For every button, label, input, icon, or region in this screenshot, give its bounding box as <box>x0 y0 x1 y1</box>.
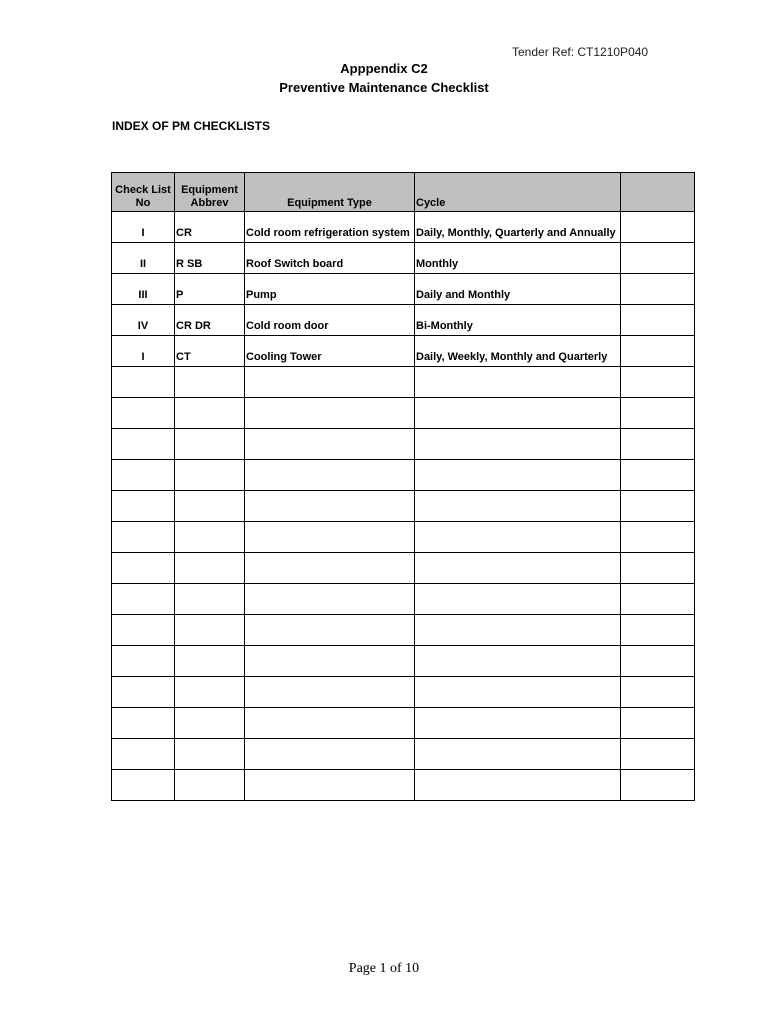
cell-extra <box>621 336 695 367</box>
table-row <box>112 677 695 708</box>
cell-cycle: Daily, Weekly, Monthly and Quarterly <box>415 336 621 367</box>
cell-cycle: Daily, Monthly, Quarterly and Annually <box>415 212 621 243</box>
cell-checklist-no: IV <box>112 305 175 336</box>
cell-equipment-abbrev <box>175 615 245 646</box>
cell-checklist-no <box>112 584 175 615</box>
header-checklist-no <box>112 173 175 212</box>
table-row <box>112 305 695 336</box>
header-equipment-abbrev <box>175 173 245 212</box>
cell-cycle: Monthly <box>415 243 621 274</box>
cell-cycle <box>415 708 621 739</box>
cell-equipment-type: Pump <box>245 274 415 305</box>
tender-reference: Tender Ref: CT1210P040 <box>512 45 649 59</box>
cell-cycle <box>415 491 621 522</box>
table-row <box>112 398 695 429</box>
cell-extra <box>621 491 695 522</box>
cell-extra <box>621 708 695 739</box>
table-row <box>112 274 695 305</box>
cell-cycle <box>415 522 621 553</box>
table-row <box>112 739 695 770</box>
cell-extra <box>621 367 695 398</box>
table-row <box>112 336 695 367</box>
cell-equipment-type <box>245 739 415 770</box>
cell-equipment-type <box>245 491 415 522</box>
cell-cycle <box>415 584 621 615</box>
header-checklist-no-line1: Check List <box>115 184 171 196</box>
cell-cycle <box>415 739 621 770</box>
cell-checklist-no <box>112 398 175 429</box>
cell-cycle <box>415 646 621 677</box>
cell-equipment-type <box>245 367 415 398</box>
table-row <box>112 460 695 491</box>
table-row <box>112 429 695 460</box>
document-title: Apppendix C2 <box>340 61 428 76</box>
cell-equipment-abbrev <box>175 398 245 429</box>
cell-cycle <box>415 429 621 460</box>
table-row <box>112 708 695 739</box>
header-equipment-type: Equipment Type <box>245 173 415 212</box>
cell-extra <box>621 553 695 584</box>
cell-equipment-abbrev <box>175 739 245 770</box>
cell-checklist-no: II <box>112 243 175 274</box>
cell-checklist-no <box>112 677 175 708</box>
cell-equipment-type <box>245 615 415 646</box>
cell-cycle <box>415 398 621 429</box>
cell-equipment-abbrev <box>175 553 245 584</box>
cell-cycle: Daily and Monthly <box>415 274 621 305</box>
cell-equipment-type: Cold room door <box>245 305 415 336</box>
cell-checklist-no <box>112 708 175 739</box>
cell-extra <box>621 243 695 274</box>
cell-equipment-abbrev <box>175 677 245 708</box>
cell-equipment-abbrev <box>175 584 245 615</box>
cell-checklist-no: I <box>112 212 175 243</box>
table-row <box>112 243 695 274</box>
cell-equipment-type <box>245 429 415 460</box>
cell-checklist-no <box>112 367 175 398</box>
cell-checklist-no <box>112 615 175 646</box>
cell-cycle <box>415 460 621 491</box>
cell-equipment-type <box>245 770 415 801</box>
index-heading: INDEX OF PM CHECKLISTS <box>112 119 271 133</box>
cell-equipment-type: Cooling Tower <box>245 336 415 367</box>
cell-equipment-abbrev: CT <box>175 336 245 367</box>
table-row <box>112 615 695 646</box>
cell-checklist-no <box>112 770 175 801</box>
cell-extra <box>621 739 695 770</box>
cell-checklist-no: III <box>112 274 175 305</box>
cell-equipment-abbrev <box>175 770 245 801</box>
table-row <box>112 584 695 615</box>
cell-equipment-abbrev <box>175 522 245 553</box>
cell-extra <box>621 212 695 243</box>
table-header-row <box>112 173 695 212</box>
cell-cycle <box>415 367 621 398</box>
cell-cycle <box>415 615 621 646</box>
cell-checklist-no <box>112 522 175 553</box>
cell-equipment-abbrev: CR DR <box>175 305 245 336</box>
cell-equipment-type: Roof Switch board <box>245 243 415 274</box>
cell-checklist-no <box>112 553 175 584</box>
table-row <box>112 770 695 801</box>
cell-extra <box>621 584 695 615</box>
cell-cycle: Bi-Monthly <box>415 305 621 336</box>
cell-equipment-type <box>245 677 415 708</box>
cell-checklist-no <box>112 460 175 491</box>
cell-extra <box>621 429 695 460</box>
header-equipment-abbrev-line2: Abbrev <box>190 197 229 209</box>
header-extra <box>621 173 695 212</box>
cell-equipment-abbrev <box>175 460 245 491</box>
cell-checklist-no <box>112 491 175 522</box>
cell-equipment-abbrev <box>175 367 245 398</box>
cell-cycle <box>415 553 621 584</box>
cell-checklist-no: I <box>112 336 175 367</box>
cell-checklist-no <box>112 646 175 677</box>
cell-equipment-abbrev <box>175 708 245 739</box>
pm-checklist-index-table <box>111 172 695 801</box>
cell-equipment-type <box>245 708 415 739</box>
cell-extra <box>621 646 695 677</box>
table-row <box>112 367 695 398</box>
cell-equipment-type <box>245 398 415 429</box>
header-cycle: Cycle <box>415 173 621 212</box>
header-equipment-abbrev-line1: Equipment <box>181 184 238 196</box>
header-checklist-no-line2: No <box>135 197 151 209</box>
table-row <box>112 646 695 677</box>
table-row <box>112 212 695 243</box>
cell-equipment-abbrev <box>175 429 245 460</box>
document-subtitle: Preventive Maintenance Checklist <box>279 80 489 95</box>
cell-extra <box>621 770 695 801</box>
table-row <box>112 553 695 584</box>
cell-equipment-abbrev: CR <box>175 212 245 243</box>
cell-extra <box>621 398 695 429</box>
cell-extra <box>621 522 695 553</box>
cell-equipment-type: Cold room refrigeration system <box>245 212 415 243</box>
table-row <box>112 522 695 553</box>
cell-extra <box>621 677 695 708</box>
cell-equipment-abbrev <box>175 491 245 522</box>
cell-equipment-type <box>245 460 415 491</box>
cell-equipment-type <box>245 522 415 553</box>
cell-equipment-type <box>245 584 415 615</box>
cell-equipment-abbrev <box>175 646 245 677</box>
table-body <box>112 212 695 801</box>
cell-extra <box>621 305 695 336</box>
cell-extra <box>621 274 695 305</box>
cell-equipment-abbrev: R SB <box>175 243 245 274</box>
cell-cycle <box>415 677 621 708</box>
cell-extra <box>621 615 695 646</box>
table-row <box>112 491 695 522</box>
cell-extra <box>621 460 695 491</box>
cell-equipment-type <box>245 646 415 677</box>
cell-equipment-type <box>245 553 415 584</box>
cell-checklist-no <box>112 739 175 770</box>
page-number: Page 1 of 10 <box>348 961 420 976</box>
cell-cycle <box>415 770 621 801</box>
cell-checklist-no <box>112 429 175 460</box>
cell-equipment-abbrev: P <box>175 274 245 305</box>
